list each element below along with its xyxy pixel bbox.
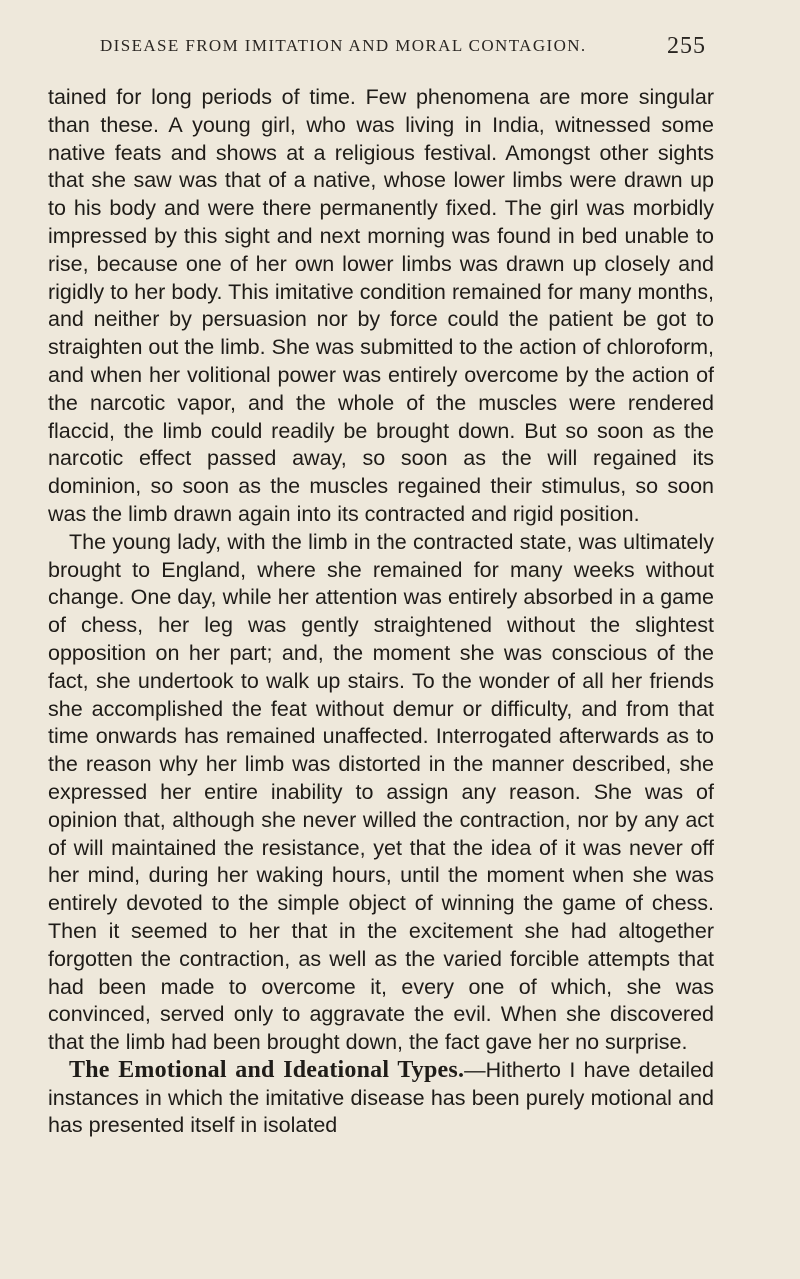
page-number: 255	[667, 33, 706, 59]
paragraph: The young lady, with the limb in the contracted state, was ultimately brought to England, where she remained for many weeks without change. One day, while her attention was entirely absorbed in a game of chess, her leg was gently straightened without the slightest opposition on her part; and, the moment she was conscious of the fact, she undertook to walk up stairs. To the wonder of all her friends she accomplished the feat without demur or difficulty, and from that time onwards has remained unaffected. Interrogated afterwards as to the reason why her limb was distorted in the manner described, she expressed her entire inability to assign any reason. She was of opinion that, although she never willed the contraction, nor by any act of will maintained the resistance, yet that the idea of it was never off her mind, during her waking hours, until the moment when she was entirely devoted to the simple object of winning the game of chess. Then it seemed to her that in the excitement she had altogether forgotten the contraction, as well as the varied forcible attempts that had been made to overcome it, every one of which, she was convinced, served only to aggravate the evil. When she discovered that the limb had been brought down, the fact gave her no surprise.	[48, 529, 714, 1055]
body-text	[48, 84, 714, 1140]
section-heading: The Emotional and Ideational Types.	[69, 1056, 465, 1083]
section-paragraph	[48, 1057, 714, 1140]
section-text: —Hitherto I have detailed instances in which the imitative disease has been purely motional and has presented itself in isolated	[48, 1057, 714, 1138]
running-header	[100, 33, 720, 59]
running-title: DISEASE FROM IMITATION AND MORAL CONTAGION.	[100, 36, 587, 55]
paragraph-continued: tained for long periods of time. Few phenomena are more singular than these. A young girl, who was living in India, witnessed some native feats and shows at a religious festival. Amongst other sights that she saw was that of a native, whose lower limbs were drawn up to his body and were there permanently fixed. The girl was morbidly impressed by this sight and next morning was found in bed unable to rise, because one of her own lower limbs was drawn up closely and rigidly to her body. This imitative condition remained for many months, and neither by persuasion nor by force could the patient be got to straighten out the limb. She was submitted to the action of chloroform, and when her volitional power was entirely overcome by the action of the narcotic vapor, and the whole of the muscles were rendered flaccid, the limb could readily be brought down. But so soon as the narcotic effect passed away, so soon as the will regained its dominion, so soon as the muscles regained their stimulus, so soon was the limb drawn again into its contracted and rigid position.	[48, 85, 714, 526]
